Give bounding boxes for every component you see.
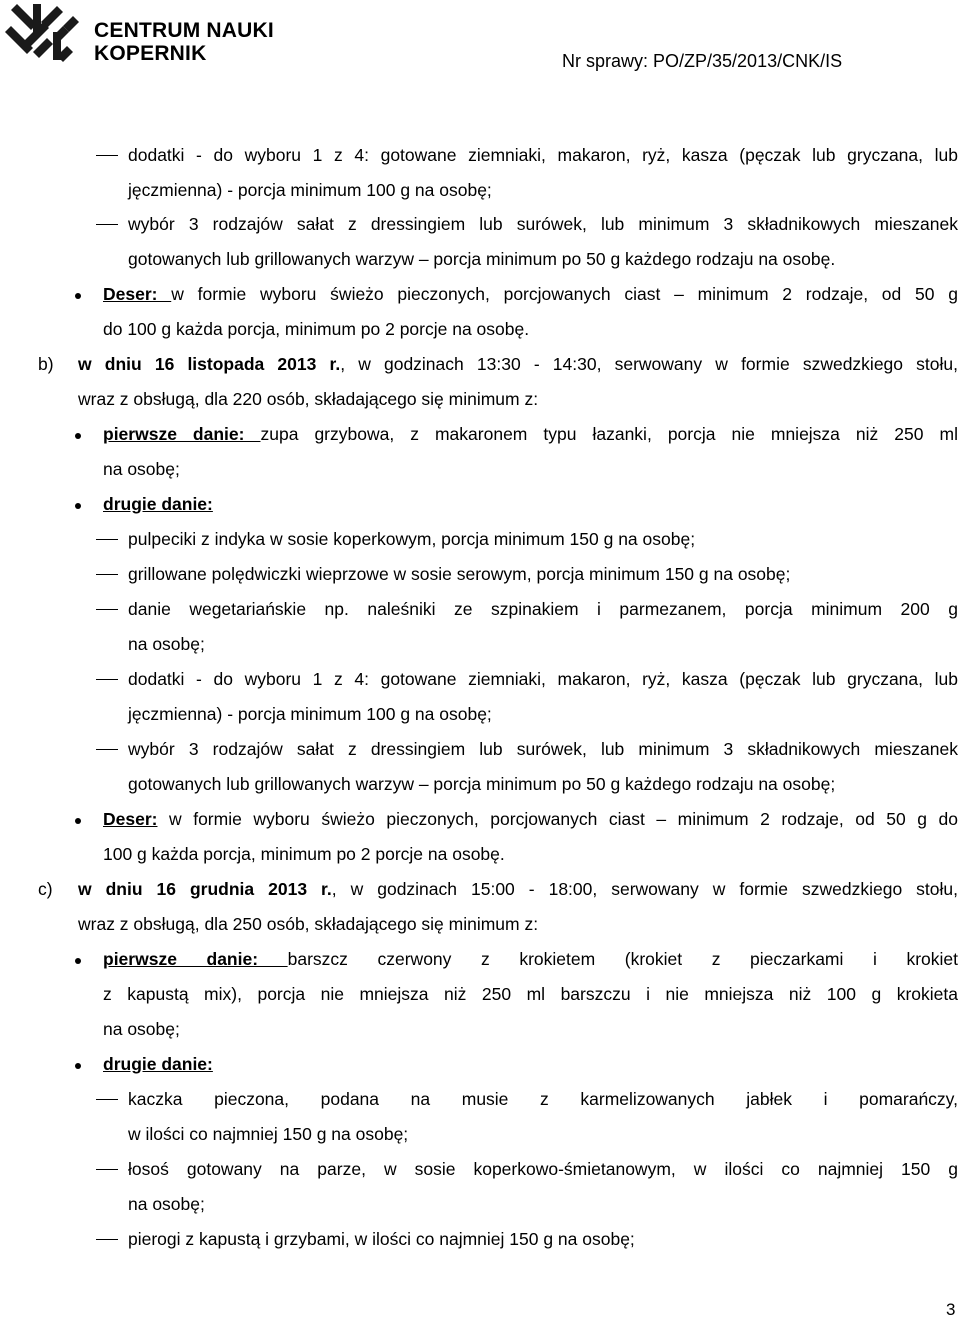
list-item: wybór 3 rodzajów sałat z dressingiem lub surówek, lub minimum 3 składnikowych mieszanek	[128, 214, 958, 234]
page-number: 3	[946, 1300, 956, 1319]
bullet-marker	[75, 293, 81, 299]
list-item: pierogi z kapustą i grzybami, w ilości co najmniej 150 g na osobę;	[128, 1229, 635, 1249]
dash-marker	[96, 749, 118, 750]
bullet-marker	[75, 818, 81, 824]
bullet-marker	[75, 433, 81, 439]
list-item: dodatki - do wyboru 1 z 4: gotowane ziemniaki, makaron, ryż, kasza (pęczak lub gryczana, lub	[128, 145, 958, 165]
section-b-intro-text: , w godzinach 13:30 - 14:30, serwowany w formie szwedzkiego stołu,	[340, 354, 958, 374]
bullet-marker	[75, 1063, 81, 1069]
section-b-intro	[78, 347, 958, 382]
list-item: na osobę;	[128, 634, 205, 654]
list-item: w ilości co najmniej 150 g na osobę;	[128, 1124, 409, 1144]
section-c-intro-cont: wraz z obsługą, dla 250 osób, składającego się minimum z:	[78, 914, 539, 934]
list-item: grillowane polędwiczki wieprzowe w sosie serowym, porcja minimum 150 g na osobę;	[128, 564, 791, 584]
first-course-label: pierwsze danie:	[103, 424, 261, 444]
dessert-text-cont: 100 g każda porcja, minimum po 2 porcje na osobę.	[103, 844, 505, 864]
first-course-text-cont: na osobę;	[103, 1019, 180, 1039]
section-c-date: w dniu 16 grudnia 2013 r.	[78, 879, 332, 899]
logo-text-line2: KOPERNIK	[94, 42, 207, 65]
dash-marker	[96, 679, 118, 680]
list-item: gotowanych lub grillowanych warzyw – porcja minimum po 50 g każdego rodzaju na osobę.	[128, 249, 836, 269]
first-course-paragraph	[103, 417, 958, 452]
dash-marker	[96, 574, 118, 575]
dash-marker	[96, 539, 118, 540]
list-item: łosoś gotowany na parze, w sosie koperkowo-śmietanowym, w ilości co najmniej 150 g	[128, 1159, 958, 1179]
list-item: jęczmienna) - porcja minimum 100 g na osobę;	[128, 704, 492, 724]
dessert-paragraph	[103, 802, 958, 837]
first-course-text: zupa grzybowa, z makaronem typu łazanki, porcja nie mniejsza niż 250 ml	[260, 424, 958, 444]
list-item: na osobę;	[128, 1194, 205, 1214]
dessert-label: Deser:	[103, 284, 172, 304]
first-course-label: pierwsze danie:	[103, 949, 288, 969]
list-item: gotowanych lub grillowanych warzyw – porcja minimum po 50 g każdego rodzaju na osobę;	[128, 774, 836, 794]
section-marker-c: c)	[38, 879, 53, 899]
list-item: pulpeciki z indyka w sosie koperkowym, porcja minimum 150 g na osobę;	[128, 529, 696, 549]
dessert-text: w formie wyboru świeżo pieczonych, porcjowanych ciast – minimum 2 rodzaje, od 50 g	[171, 284, 958, 304]
list-item: kaczka pieczona, podana na musie z karmelizowanych jabłek i pomarańczy,	[128, 1089, 958, 1109]
first-course-text-cont: na osobę;	[103, 459, 180, 479]
dessert-text: w formie wyboru świeżo pieczonych, porcjowanych ciast – minimum 2 rodzaje, od 50 g do	[157, 809, 958, 829]
bullet-marker	[75, 503, 81, 509]
case-number: Nr sprawy: PO/ZP/35/2013/CNK/IS	[562, 51, 843, 71]
first-course-text-cont: z kapustą mix), porcja nie mniejsza niż 250 ml barszczu i nie mniejsza niż 100 g krokieta	[103, 984, 958, 1004]
dash-marker	[96, 1099, 118, 1100]
section-marker-b: b)	[38, 354, 54, 374]
first-course-paragraph	[103, 942, 958, 977]
dash-marker	[96, 224, 118, 225]
dash-marker	[96, 155, 118, 156]
dash-marker	[96, 1239, 118, 1240]
list-item: wybór 3 rodzajów sałat z dressingiem lub surówek, lub minimum 3 składnikowych mieszanek	[128, 739, 958, 759]
list-item: danie wegetariańskie np. naleśniki ze szpinakiem i parmezanem, porcja minimum 200 g	[128, 599, 958, 619]
second-course-label: drugie danie:	[103, 494, 213, 514]
dash-marker	[96, 1169, 118, 1170]
list-item: jęczmienna) - porcja minimum 100 g na osobę;	[128, 180, 492, 200]
section-c-intro-text: , w godzinach 15:00 - 18:00, serwowany w formie szwedzkiego stołu,	[331, 879, 958, 899]
cnk-logo-icon	[3, 2, 87, 66]
first-course-text: barszcz czerwony z krokietem (krokiet z pieczarkami i krokiet	[287, 949, 958, 969]
list-item: dodatki - do wyboru 1 z 4: gotowane ziemniaki, makaron, ryż, kasza (pęczak lub gryczana, lub	[128, 669, 958, 689]
section-b-date: w dniu 16 listopada 2013 r.	[78, 354, 341, 374]
section-c-intro	[78, 872, 958, 907]
dessert-paragraph	[103, 277, 958, 312]
section-b-intro-cont: wraz z obsługą, dla 220 osób, składającego się minimum z:	[78, 389, 539, 409]
dessert-label: Deser:	[103, 809, 158, 829]
logo-text-line1: CENTRUM NAUKI	[94, 19, 274, 42]
dessert-text-cont: do 100 g każda porcja, minimum po 2 porcje na osobę.	[103, 319, 530, 339]
dash-marker	[96, 609, 118, 610]
bullet-marker	[75, 958, 81, 964]
second-course-label: drugie danie:	[103, 1054, 213, 1074]
